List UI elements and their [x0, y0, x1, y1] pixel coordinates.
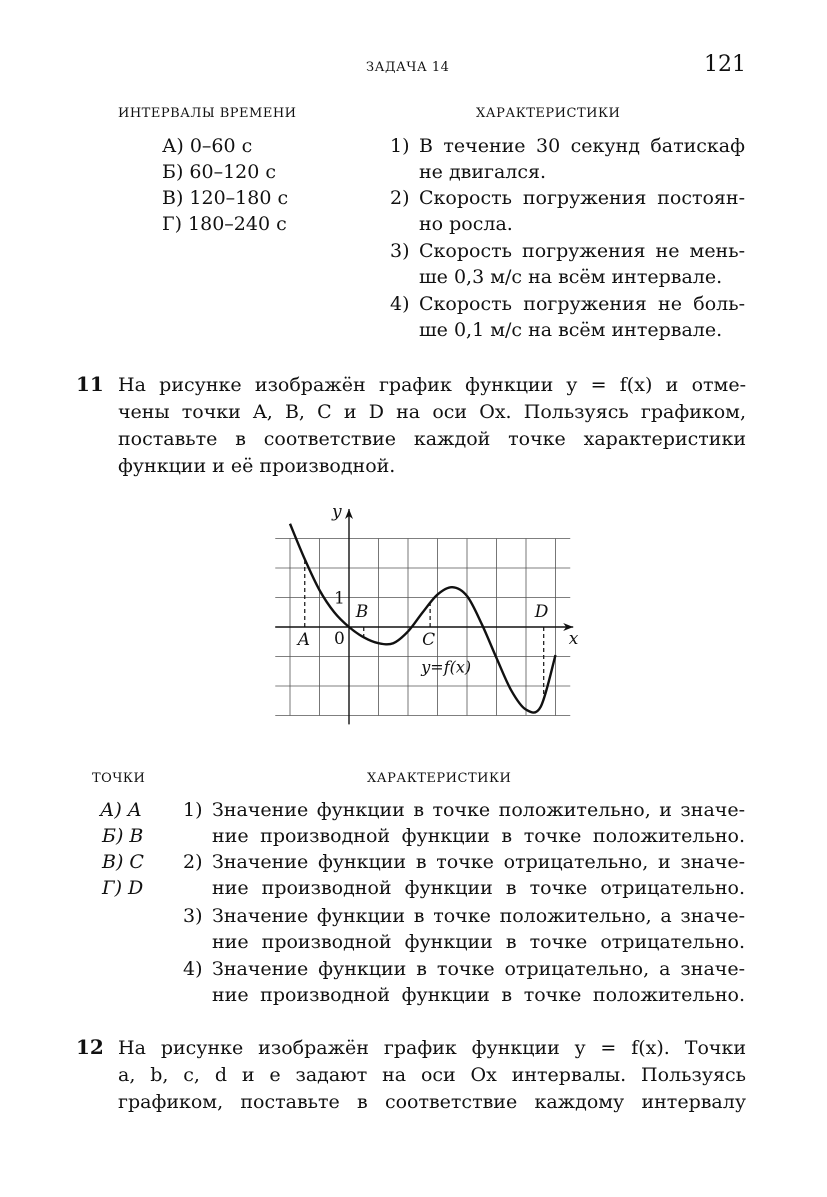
page-number: 121 [704, 52, 746, 77]
interval-option: А) 0–60 с [162, 135, 253, 157]
point-label-D: D [534, 602, 549, 622]
point-label-C: C [422, 630, 436, 650]
char-line: Значение функции в точке положительно, а значе- [212, 905, 745, 927]
task-number-12: 12 [76, 1035, 104, 1059]
char-line: ние производной функции в точке положительно. [212, 984, 745, 1006]
task-number-11: 11 [76, 372, 104, 396]
char-line: Значение функции в точке положительно, и значе- [212, 799, 745, 821]
interval-option: В) 120–180 с [162, 187, 289, 209]
points-heading: ТОЧКИ [92, 771, 146, 786]
char-line: ше 0,1 м/с на всём интервале. [419, 319, 723, 341]
origin-label: 0 [334, 629, 345, 649]
char-line: ше 0,3 м/с на всём интервале. [419, 266, 723, 288]
char-line: В течение 30 секунд батискаф [419, 135, 745, 157]
char-line: Скорость погружения не мень- [419, 240, 745, 262]
task11-line: функции и её производной. [118, 455, 396, 477]
task12-line: графиком, поставьте в соответствие каждому интервалу [118, 1091, 746, 1113]
function-curve [290, 524, 556, 713]
task12-line: На рисунке изображён график функции y = f(x). Точки [118, 1037, 746, 1059]
char-line: Скорость погружения не боль- [419, 293, 745, 315]
interval-option: Г) 180–240 с [162, 213, 287, 235]
y-axis-label: y [332, 501, 342, 522]
char-line: ние производной функции в точке отрицательно. [212, 931, 745, 953]
point-option: А) A [100, 799, 142, 821]
characteristics-heading: ХАРАКТЕРИСТИКИ [476, 106, 621, 121]
char-line: не двигался. [419, 161, 547, 183]
char-line: но росла. [419, 213, 513, 235]
point-label-A: A [297, 630, 311, 650]
intervals-heading: ИНТЕРВАЛЫ ВРЕМЕНИ [118, 106, 297, 121]
char-number: 4) [390, 293, 410, 315]
char-line: Значение функции в точке отрицательно, а значе- [212, 958, 745, 980]
interval-option: Б) 60–120 с [162, 161, 277, 183]
char-line: Скорость погружения постоян- [419, 187, 745, 209]
char-number: 2) [183, 851, 203, 873]
point-option: Г) D [102, 877, 144, 899]
unit-tick-label: 1 [334, 588, 345, 609]
char-number: 4) [183, 958, 203, 980]
x-axis-label: x [568, 629, 579, 649]
task11-line: На рисунке изображён график функции y = f(x) и отме- [118, 374, 746, 396]
task11-line: чены точки A, B, C и D на оси Ox. Пользуясь графиком, [118, 401, 746, 423]
char-line: ние производной функции в точке отрицательно. [212, 877, 745, 899]
task12-line: a, b, c, d и e задают на оси Ox интервалы. Пользуясь [118, 1064, 746, 1086]
char-number: 3) [183, 905, 203, 927]
task11-char-heading: ХАРАКТЕРИСТИКИ [367, 771, 512, 786]
axes [275, 509, 573, 724]
char-number: 1) [183, 799, 203, 821]
task11-line: поставьте в соответствие каждой точке характеристики [118, 428, 746, 450]
char-number: 3) [390, 240, 410, 262]
curve-label: y=f(x) [421, 657, 472, 677]
char-number: 1) [390, 135, 410, 157]
char-line: Значение функции в точке отрицательно, и значе- [212, 851, 745, 873]
point-label-B: B [355, 602, 369, 622]
function-graph [268, 495, 598, 735]
point-option: В) C [102, 851, 144, 873]
running-title: ЗАДАЧА 14 [366, 60, 450, 75]
char-number: 2) [390, 187, 410, 209]
point-option: Б) B [102, 825, 144, 847]
char-line: ние производной функции в точке положительно. [212, 825, 745, 847]
